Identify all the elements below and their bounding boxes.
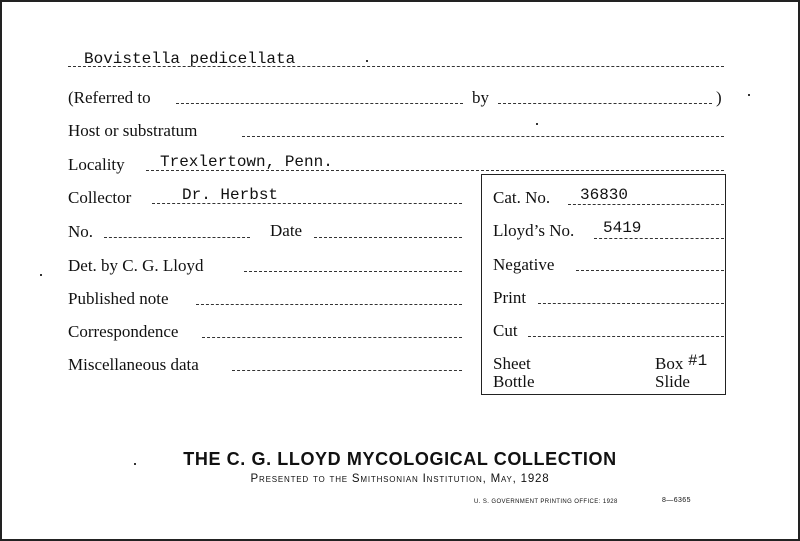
card-border-top [0,0,800,2]
by-line [498,103,712,104]
form-number: 8—6365 [662,497,691,504]
date-label: Date [270,221,303,240]
no-line [104,237,250,238]
by-label: by [472,88,489,107]
lloyds-no-value: 5419 [603,219,642,237]
printer-imprint: U. S. GOVERNMENT PRINTING OFFICE: 1928 [474,499,618,505]
box-value: #1 [688,352,708,370]
correspondence-line [202,337,462,338]
cat-no-label: Cat. No. [493,188,551,207]
published-note-label: Published note [68,289,169,308]
locality-label: Locality [68,155,125,174]
lloyds-no-line [594,238,724,239]
date-line [314,237,462,238]
host-line [242,136,724,137]
det-by-line [244,271,462,272]
print-line [538,303,724,304]
print-label: Print [493,288,527,307]
misc-label: Miscellaneous data [68,355,199,374]
collector-value: Dr. Herbst [182,186,279,204]
close-paren: ) [716,88,722,107]
slide-label: Slide [655,372,690,391]
correspondence-label: Correspondence [68,322,179,341]
scan-speck [366,60,368,62]
bottle-label: Bottle [493,372,535,391]
published-note-line [196,304,462,305]
scan-speck [748,94,750,96]
cat-no-line [568,204,724,205]
box-label: Box [655,354,684,373]
cut-label: Cut [493,321,518,340]
scan-speck [40,274,42,276]
collection-subtitle: Presented to the Smithsonian Institution, May, 1928 [250,473,550,485]
negative-line [576,270,724,271]
scan-speck [134,463,136,465]
locality-value: Trexlertown, Penn. [160,153,333,171]
cut-line [528,336,724,337]
misc-line [232,370,462,371]
no-label: No. [68,222,94,241]
scan-speck [536,123,538,125]
referred-to-line [176,103,463,104]
negative-label: Negative [493,255,555,274]
sheet-label: Sheet [493,354,531,373]
lloyds-no-label: Lloyd’s No. [493,221,575,240]
det-by-label: Det. by C. G. Lloyd [68,256,204,275]
cat-no-value: 36830 [580,186,629,204]
collection-title: THE C. G. LLOYD MYCOLOGICAL COLLECTION [183,449,617,469]
collector-label: Collector [68,188,132,207]
host-label: Host or substratum [68,121,198,140]
referred-to-label: (Referred to [68,88,151,107]
species-name: Bovistella pedicellata [84,50,296,68]
